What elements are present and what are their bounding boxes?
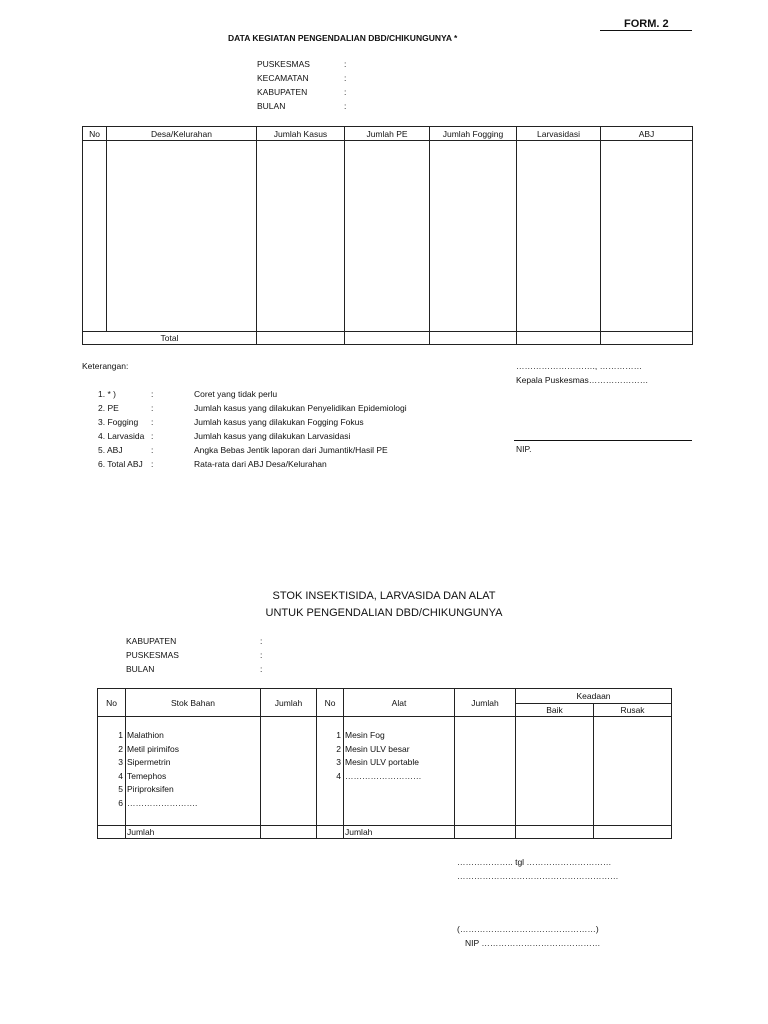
field-puskesmas — [126, 650, 263, 664]
field-kecamatan — [257, 73, 347, 87]
header-jumlah-alat: Jumlah — [455, 689, 516, 717]
header-jumlah-pe: Jumlah PE — [345, 127, 430, 141]
alat-numbers — [317, 717, 344, 826]
header-jumlah-kasus: Jumlah Kasus — [257, 127, 345, 141]
cell-jumlah-total-bahan — [261, 826, 317, 839]
jumlah-row — [98, 826, 672, 839]
cell-jumlah-kasus — [257, 141, 345, 332]
section2-title-line1: STOK INSEKTISIDA, LARVASIDA DAN ALAT — [272, 590, 496, 602]
table-header-row — [98, 689, 672, 704]
signature2-place-date: ……………….. tgl ………………………… — [457, 857, 612, 867]
header-no: No — [83, 127, 107, 141]
keterangan-desc: Jumlah kasus yang dilakukan Larvasidasi — [194, 431, 351, 441]
field-separator: : — [344, 59, 347, 69]
header-keadaan: Keadaan — [516, 689, 672, 704]
header-jumlah: Jumlah — [261, 689, 317, 717]
table-header-row — [83, 127, 693, 141]
keterangan-title: Keterangan: — [82, 361, 129, 371]
header-jumlah-fogging: Jumlah Fogging — [430, 127, 517, 141]
signature-place-date: ………………………., …………… — [516, 361, 643, 371]
keterangan-key: 1. * ) — [98, 389, 116, 399]
cell-empty — [98, 826, 126, 839]
field-separator: : — [344, 101, 347, 111]
list-number: 3 — [336, 757, 341, 767]
list-number: 2 — [336, 743, 341, 754]
header-abj: ABJ — [601, 127, 693, 141]
table-row — [98, 717, 672, 826]
header-fields-2 — [126, 636, 263, 678]
header-no-alat: No — [317, 689, 344, 717]
list-item: Malathion — [127, 730, 164, 740]
list-number: 4 — [336, 770, 341, 781]
cell-baik-total — [516, 826, 594, 839]
header-stok-bahan: Stok Bahan — [126, 689, 261, 717]
keterangan-desc: Coret yang tidak perlu — [194, 389, 278, 399]
field-separator: : — [260, 650, 263, 660]
signature-role: Kepala Puskesmas………………… — [516, 375, 649, 385]
field-label: KECAMATAN — [257, 73, 309, 83]
bahan-numbers — [98, 717, 126, 826]
keterangan-sep: : — [151, 459, 154, 469]
cell-rusak — [594, 717, 672, 826]
cell-jumlah-alat — [455, 717, 516, 826]
keterangan-key: 6. Total ABJ — [98, 459, 143, 469]
keterangan-desc: Jumlah kasus yang dilakukan Penyelidikan Epidemiologi — [194, 403, 407, 413]
signature2-line2: ………………………………………………… — [457, 871, 619, 881]
cell-desa — [107, 141, 257, 332]
cell-baik — [516, 717, 594, 826]
list-number: 6 — [118, 797, 123, 808]
list-number: 2 — [118, 743, 123, 754]
header-fields-1 — [257, 59, 347, 115]
field-label: KABUPATEN — [126, 636, 177, 646]
keterangan-sep: : — [151, 417, 154, 427]
total-jumlah-pe — [345, 332, 430, 345]
section2-title-line2: UNTUK PENGENDALIAN DBD/CHIKUNGUNYA — [265, 607, 503, 619]
kegiatan-table — [82, 126, 693, 345]
list-item: Mesin ULV besar — [345, 743, 410, 754]
keterangan-sep: : — [151, 403, 154, 413]
list-number: 5 — [118, 784, 123, 794]
list-number: 4 — [118, 770, 123, 781]
keterangan-item — [98, 389, 518, 403]
list-item: Sipermetrin — [127, 757, 171, 767]
field-label: BULAN — [257, 101, 286, 111]
cell-abj — [601, 141, 693, 332]
field-kabupaten — [126, 636, 263, 650]
keterangan-item — [98, 417, 518, 431]
keterangan-key: 3. Fogging — [98, 417, 139, 427]
list-number: 1 — [336, 730, 341, 740]
keterangan-desc: Angka Bebas Jentik laporan dari Jumantik/Hasil PE — [194, 445, 388, 455]
field-separator: : — [260, 664, 263, 674]
keterangan-item — [98, 459, 518, 473]
keterangan-key: 2. PE — [98, 403, 119, 413]
keterangan-sep: : — [151, 431, 154, 441]
header-no: No — [98, 689, 126, 717]
field-separator: : — [260, 636, 263, 646]
stok-table — [97, 688, 672, 839]
field-kabupaten — [257, 87, 347, 101]
header-alat: Alat — [344, 689, 455, 717]
bahan-list — [126, 717, 261, 826]
total-jumlah-fogging — [430, 332, 517, 345]
page-title: DATA KEGIATAN PENGENDALIAN DBD/CHIKUNGUNYA * — [228, 33, 458, 43]
header-larvasidasi: Larvasidasi — [517, 127, 601, 141]
field-separator: : — [344, 87, 347, 97]
field-label: PUSKESMAS — [126, 650, 179, 660]
cell-no — [83, 141, 107, 332]
header-desa: Desa/Kelurahan — [107, 127, 257, 141]
list-item: Piriproksifen — [127, 784, 174, 794]
signature2-name: (…………………………………………) — [457, 924, 599, 934]
keterangan-key: 4. Larvasida — [98, 431, 145, 441]
signature2-nip: NIP …………………………………… — [465, 938, 601, 948]
field-label: PUSKESMAS — [257, 59, 310, 69]
list-number: 1 — [118, 730, 123, 740]
keterangan-sep: : — [151, 389, 154, 399]
field-bulan — [257, 101, 347, 115]
list-item: Mesin Fog — [345, 730, 385, 740]
field-bulan — [126, 664, 263, 678]
field-puskesmas — [257, 59, 347, 73]
signature-nip: NIP. — [516, 444, 532, 454]
total-jumlah-kasus — [257, 332, 345, 345]
header-rusak: Rusak — [594, 704, 672, 717]
keterangan-desc: Rata-rata dari ABJ Desa/Kelurahan — [194, 459, 327, 469]
form-number-underline — [600, 30, 692, 31]
list-item: ……………………. — [127, 797, 198, 808]
form-number-label: FORM. 2 — [624, 18, 669, 30]
jumlah-label-alat: Jumlah — [344, 826, 455, 839]
keterangan-sep: : — [151, 445, 154, 455]
jumlah-label-bahan: Jumlah — [126, 826, 261, 839]
keterangan-item — [98, 431, 518, 445]
cell-jumlah-total-alat — [455, 826, 516, 839]
cell-rusak-total — [594, 826, 672, 839]
keterangan-key: 5. ABJ — [98, 445, 123, 455]
total-larvasidasi — [517, 332, 601, 345]
keterangan-item — [98, 445, 518, 459]
list-item: ……………………… — [345, 770, 422, 781]
total-row — [83, 332, 693, 345]
cell-jumlah-bahan — [261, 717, 317, 826]
list-item: Temephos — [127, 770, 167, 781]
list-item: Metil pirimifos — [127, 743, 179, 754]
header-baik: Baik — [516, 704, 594, 717]
keterangan-item — [98, 403, 518, 417]
cell-larvasidasi — [517, 141, 601, 332]
list-item: Mesin ULV portable — [345, 757, 420, 767]
keterangan-desc: Jumlah kasus yang dilakukan Fogging Fokus — [194, 417, 364, 427]
field-separator: : — [344, 73, 347, 83]
table-row — [83, 141, 693, 332]
keterangan-list — [98, 389, 518, 473]
alat-list — [344, 717, 455, 826]
field-label: KABUPATEN — [257, 87, 308, 97]
cell-jumlah-fogging — [430, 141, 517, 332]
field-label: BULAN — [126, 664, 155, 674]
list-number: 3 — [118, 757, 123, 767]
cell-jumlah-pe — [345, 141, 430, 332]
signature-line — [514, 440, 692, 441]
total-abj — [601, 332, 693, 345]
cell-empty — [317, 826, 344, 839]
total-label: Total — [83, 332, 257, 345]
